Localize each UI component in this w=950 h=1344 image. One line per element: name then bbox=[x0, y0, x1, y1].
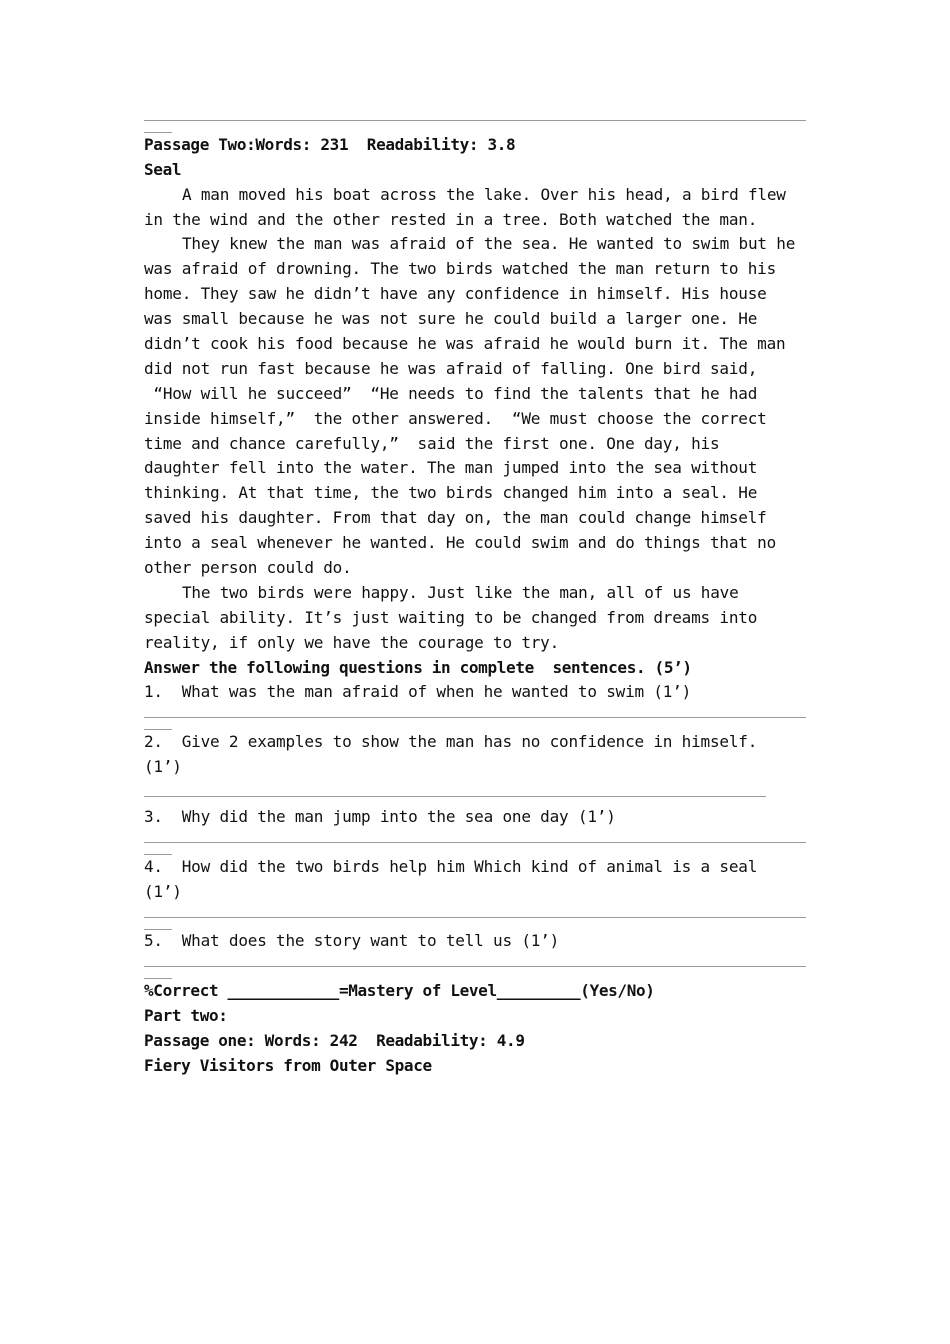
passage-line: reality, if only we have the courage to try. bbox=[144, 632, 560, 652]
passage-line: They knew the man was afraid of the sea. He wanted to swim but he bbox=[182, 234, 796, 254]
answer-line-top bbox=[144, 108, 806, 133]
rule-line bbox=[144, 842, 806, 843]
passage-line: didn’t cook his food because he was afraid he would burn it. The man bbox=[144, 334, 786, 354]
answer-line-1[interactable] bbox=[144, 705, 806, 730]
rule-line bbox=[144, 717, 806, 718]
rule-line bbox=[144, 966, 806, 967]
answer-line-2[interactable] bbox=[144, 780, 806, 805]
question-1: 1. What was the man afraid of when he wanted to swim (1’) bbox=[144, 682, 692, 702]
passage-line: was afraid of drowning. The two birds watched the man return to his bbox=[144, 259, 776, 279]
passage-line: thinking. At that time, the two birds changed him into a seal. He bbox=[144, 483, 758, 503]
question-4-points: (1’) bbox=[144, 881, 182, 901]
passage-line: A man moved his boat across the lake. Over his head, a bird flew bbox=[182, 184, 786, 204]
passage-line: special ability. It’s just waiting to be changed from dreams into bbox=[144, 607, 758, 627]
passage-line: did not run fast because he was afraid of falling. One bird said, bbox=[144, 358, 758, 378]
answer-line-3[interactable] bbox=[144, 830, 806, 855]
question-2-points: (1’) bbox=[144, 757, 182, 777]
passage-line: in the wind and the other rested in a tree. Both watched the man. bbox=[144, 209, 758, 229]
question-3: 3. Why did the man jump into the sea one day (1’) bbox=[144, 806, 616, 826]
passage-line: saved his daughter. From that day on, the man could change himself bbox=[144, 508, 767, 528]
passage-line: time and chance carefully,” said the first one. One day, his bbox=[144, 433, 720, 453]
passage-line: other person could do. bbox=[144, 558, 352, 578]
rule-stub bbox=[144, 929, 172, 930]
passage-two-header: Passage Two:Words: 231 Readability: 3.8 bbox=[144, 134, 516, 154]
mastery-line: %Correct ____________=Mastery of Level_________(Yes/No) bbox=[144, 981, 655, 1001]
answer-line-4[interactable] bbox=[144, 905, 806, 930]
rule-line bbox=[144, 917, 806, 918]
passage-title: Seal bbox=[144, 159, 182, 179]
passage-one-header: Passage one: Words: 242 Readability: 4.9 bbox=[144, 1030, 525, 1050]
passage-line: “How will he succeed” “He needs to find the talents that he had bbox=[144, 383, 758, 403]
rule-stub bbox=[144, 978, 172, 979]
rule-stub bbox=[144, 729, 172, 730]
answer-line-5[interactable] bbox=[144, 954, 806, 979]
passage-line: inside himself,” the other answered. “We must choose the correct bbox=[144, 408, 767, 428]
passage-line: daughter fell into the water. The man jumped into the sea without bbox=[144, 458, 758, 478]
passage-line: home. They saw he didn’t have any confidence in himself. His house bbox=[144, 284, 767, 304]
rule-line bbox=[144, 120, 806, 121]
passage-line: The two birds were happy. Just like the man, all of us have bbox=[182, 582, 739, 602]
rule-stub bbox=[144, 854, 172, 855]
question-2: 2. Give 2 examples to show the man has no confidence in himself. bbox=[144, 732, 758, 752]
passage-line: into a seal whenever he wanted. He could swim and do things that no bbox=[144, 533, 776, 553]
rule-stub bbox=[144, 132, 172, 133]
rule-line bbox=[144, 796, 766, 797]
page-content bbox=[144, 108, 806, 1079]
passage-one-title: Fiery Visitors from Outer Space bbox=[144, 1055, 432, 1075]
question-4: 4. How did the two birds help him Which kind of animal is a seal bbox=[144, 856, 758, 876]
part-heading: Part two: bbox=[144, 1006, 228, 1026]
questions-instruction: Answer the following questions in complete sentences. (5’) bbox=[144, 657, 692, 677]
passage-line: was small because he was not sure he could build a larger one. He bbox=[144, 309, 758, 329]
question-5: 5. What does the story want to tell us (1’) bbox=[144, 931, 560, 951]
